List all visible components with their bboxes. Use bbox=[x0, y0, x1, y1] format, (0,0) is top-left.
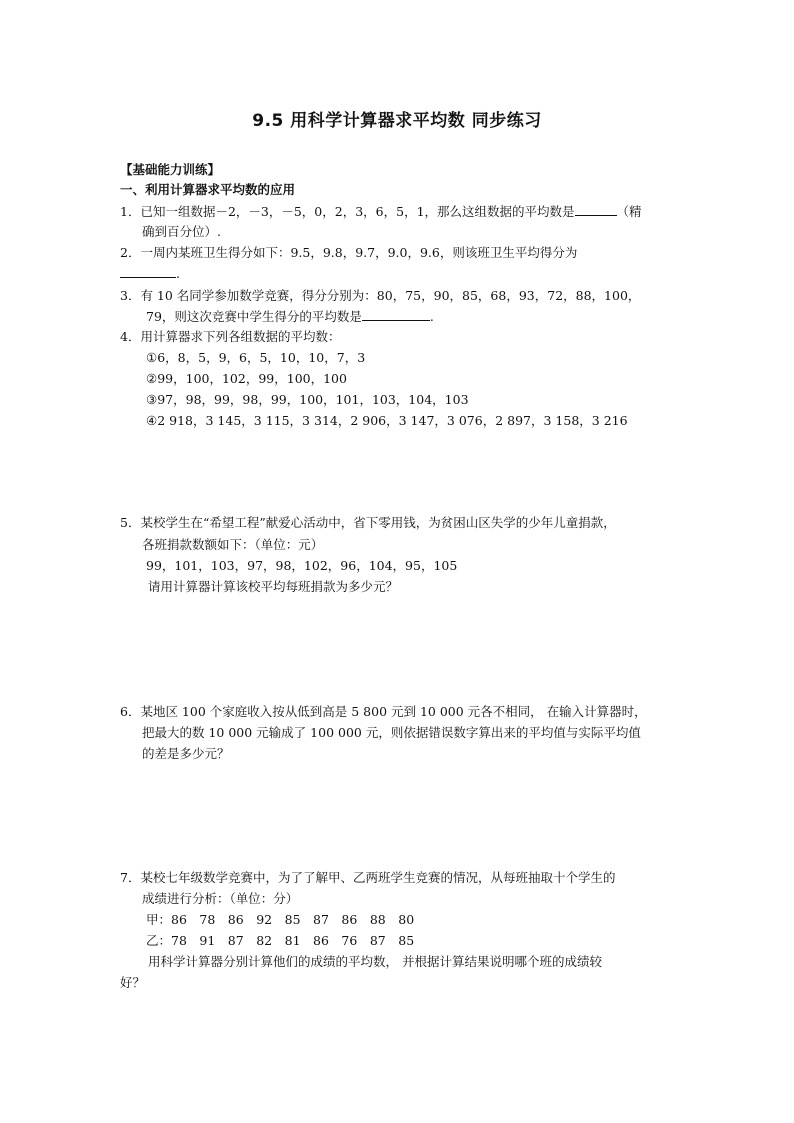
subsection-title: 一、利用计算器求平均数的应用 bbox=[120, 182, 296, 197]
question-7-class-a-scores: 甲：86 78 86 92 85 87 86 88 80 bbox=[146, 912, 415, 927]
question-2-line-2 bbox=[120, 265, 180, 283]
question-6-line-3: 的差是多少元？ bbox=[142, 746, 230, 761]
question-7-class-b-scores: 乙：78 91 87 82 81 86 76 87 85 bbox=[146, 933, 415, 948]
question-7-line-5: 用科学计算器分别计算他们的成绩的平均数， 并根据计算结果说明哪个班的成绩较 bbox=[148, 954, 602, 969]
question-4-item-1: ①6，8，5，9，6，5，10，10，7，3 bbox=[146, 350, 366, 365]
question-5-data: 99，101，103，97，98，102，96，104，95，105 bbox=[146, 558, 458, 573]
question-4-item-2: ②99，100，102，99，100，100 bbox=[146, 371, 347, 386]
question-7-line-1: 7．某校七年级数学竞赛中，为了了解甲、乙两班学生竞赛的情况，从每班抽取十个学生的 bbox=[120, 870, 616, 885]
question-1-text: 1．已知一组数据－2，－3，－5，0，2，3，6，5，1，那么这组数据的平均数是 bbox=[120, 204, 575, 219]
question-7-line-2: 成绩进行分析：（单位：分） bbox=[142, 891, 299, 906]
page-title: 9.5 用科学计算器求平均数 同步练习 bbox=[252, 111, 542, 131]
question-2-answer-blank[interactable] bbox=[120, 265, 176, 278]
question-1-line-1 bbox=[120, 203, 642, 221]
question-1-line-2: 确到百分位）. bbox=[142, 224, 221, 239]
question-1-text-end: （精 bbox=[616, 204, 642, 219]
question-4-line-1: 4．用计算器求下列各组数据的平均数： bbox=[120, 329, 341, 344]
question-4-item-3: ③97，98，99，98，99，100，101，103，104，103 bbox=[146, 392, 469, 407]
question-5-prompt: 请用计算器计算该校平均每班捐款为多少元？ bbox=[148, 579, 399, 594]
question-3-line-2 bbox=[146, 308, 434, 326]
question-3-text: 79，则这次竞赛中学生得分的平均数是 bbox=[146, 309, 362, 324]
question-6-line-1: 6．某地区 100 个家庭收入按从低到高是 5 800 元到 10 000 元各不相同， 在输入计算器时， bbox=[120, 704, 647, 719]
question-4-item-4: ④2 918，3 145，3 115，3 314，2 906，3 147，3 076，2 897，3 158，3 216 bbox=[146, 413, 628, 428]
question-3-line-1: 3．有 10 名同学参加数学竞赛，得分分别为：80，75，90，85，68，93，72，88，100， bbox=[120, 288, 641, 303]
question-6-line-2: 把最大的数 10 000 元输成了 100 000 元，则依据错误数字算出来的平均值与实际平均值 bbox=[142, 725, 641, 740]
question-2-text-end: . bbox=[176, 266, 180, 281]
section-header: 【基础能力训练】 bbox=[120, 162, 221, 177]
question-5-line-1: 5．某校学生在“希望工程”献爱心活动中，省下零用钱，为贫困山区失学的少年儿童捐款， bbox=[120, 515, 616, 530]
question-1-answer-blank[interactable] bbox=[575, 203, 617, 216]
question-3-text-end: . bbox=[429, 309, 434, 324]
question-7-line-6: 好？ bbox=[120, 975, 146, 990]
question-3-answer-blank[interactable] bbox=[362, 308, 430, 321]
question-5-line-2: 各班捐款数额如下：（单位：元） bbox=[142, 537, 324, 552]
question-2-line-1: 2．一周内某班卫生得分如下：9.5，9.8，9.7，9.0，9.6，则该班卫生平均得分为 bbox=[120, 245, 578, 260]
